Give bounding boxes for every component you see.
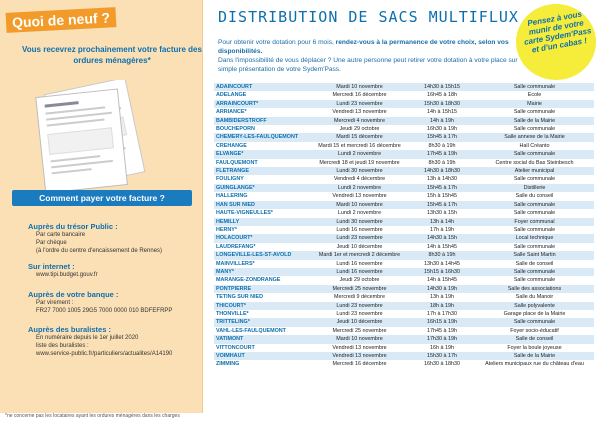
table-row (214, 133, 594, 141)
location-cell: Salle de conseil (475, 335, 594, 343)
commune-cell: GUINGLANGE* (214, 184, 310, 192)
time-cell: 16h à 19h (409, 344, 475, 352)
table-row (214, 310, 594, 318)
table-row (214, 117, 594, 125)
date-cell: Lundi 23 novembre (310, 234, 409, 242)
panel-intro: Vous recevrez prochainement votre facture des ordures ménagères* (22, 45, 202, 65)
location-cell: Salle communale (475, 268, 594, 276)
how-to-pay-banner: Comment payer votre facture ? (12, 190, 192, 206)
commune-cell: PONTPIERRE (214, 285, 310, 293)
location-cell: Salle de conseil (475, 260, 594, 268)
date-cell: Mercredi 18 et jeudi 19 novembre (310, 159, 409, 167)
table-row (214, 251, 594, 259)
table-row (214, 335, 594, 343)
table-row (214, 91, 594, 99)
page-title: DISTRIBUTION DE SACS MULTIFLUX (218, 8, 519, 26)
table-row (214, 125, 594, 133)
date-cell: Mardi 10 novembre (310, 201, 409, 209)
distribution-table (214, 83, 594, 369)
time-cell: 14h30 à 15h15 (409, 83, 475, 91)
table-row (214, 285, 594, 293)
date-cell: Mercredi 4 novembre (310, 117, 409, 125)
table-row (214, 108, 594, 116)
table-row (214, 243, 594, 251)
commune-cell: LAUDREFANG* (214, 243, 310, 251)
time-cell: 15h30 à 17h (409, 352, 475, 360)
location-cell: Local technique (475, 234, 594, 242)
date-cell: Lundi 2 novembre (310, 184, 409, 192)
time-cell: 17h45 à 19h (409, 150, 475, 158)
time-cell: 8h30 à 19h (409, 159, 475, 167)
location-cell: Ateliers municipaux rue du château d'eau (475, 360, 594, 368)
table-row (214, 234, 594, 242)
time-cell: 14h à 19h (409, 117, 475, 125)
section-buralistes: Auprès des buralistes : En numéraire depuis le 1er juillet 2020 liste des buralistes : www.service-public.fr/particuliers/actualites/A14190 (28, 325, 173, 357)
location-cell: Salle de la Mairie (475, 117, 594, 125)
date-cell: Lundi 2 novembre (310, 150, 409, 158)
time-cell: 15h45 à 17h (409, 184, 475, 192)
time-cell: 14h à 15h45 (409, 243, 475, 251)
panel-heading: Quoi de neuf ? (6, 7, 117, 33)
date-cell: Lundi 23 novembre (310, 310, 409, 318)
section-banque: Auprès de votre banque : Par virement : FR27 7000 1005 29G5 7000 0000 010 BDFEFRPP (28, 290, 173, 314)
time-cell: 13h à 19h (409, 293, 475, 301)
location-cell: Salle du Manoir (475, 293, 594, 301)
commune-cell: FLETRANGE (214, 167, 310, 175)
date-cell: Mercredi 25 novembre (310, 327, 409, 335)
table-row (214, 201, 594, 209)
commune-cell: ADAINCOURT (214, 83, 310, 91)
table-row (214, 175, 594, 183)
location-cell: Salle polyvalente (475, 302, 594, 310)
reminder-text: Pensez à vous munir de votre carte Sydem'Pass et d'un cabas ! (523, 9, 593, 55)
date-cell: Mardi 15 décembre (310, 133, 409, 141)
table-row (214, 226, 594, 234)
table-row (214, 83, 594, 91)
table-row (214, 167, 594, 175)
date-cell: Lundi 30 novembre (310, 218, 409, 226)
location-cell: Salle communale (475, 175, 594, 183)
location-cell: Salle communale (475, 318, 594, 326)
commune-cell: HALLERING (214, 192, 310, 200)
table-row (214, 293, 594, 301)
table-row (214, 327, 594, 335)
location-cell: Mairie (475, 100, 594, 108)
table-row (214, 218, 594, 226)
commune-cell: VITTONCOURT (214, 344, 310, 352)
time-cell: 15h à 15h45 (409, 192, 475, 200)
time-cell: 16h45 à 18h (409, 91, 475, 99)
date-cell: Lundi 2 novembre (310, 209, 409, 217)
commune-cell: HAUTE-VIGNEULLES* (214, 209, 310, 217)
date-cell: Lundi 30 novembre (310, 167, 409, 175)
time-cell: 18h à 19h (409, 302, 475, 310)
commune-cell: VOIMHAUT (214, 352, 310, 360)
commune-cell: THICOURT* (214, 302, 310, 310)
commune-cell: MAINVILLERS* (214, 260, 310, 268)
location-cell: Salle du conseil (475, 192, 594, 200)
date-cell: Mardi 10 novembre (310, 335, 409, 343)
location-cell: Salle communale (475, 243, 594, 251)
section-tresor: Auprès du trésor Public : Par carte bancaire Par chèque (à l'ordre du centre d'encaissement de Rennes) (28, 222, 163, 254)
commune-cell: TRITTELING* (214, 318, 310, 326)
time-cell: 14h à 15h45 (409, 276, 475, 284)
date-cell: Jeudi 10 décembre (310, 318, 409, 326)
date-cell: Vendredi 13 novembre (310, 108, 409, 116)
commune-cell: ADELANGE (214, 91, 310, 99)
commune-cell: ARRIANCE* (214, 108, 310, 116)
date-cell: Lundi 16 novembre (310, 268, 409, 276)
date-cell: Vendredi 13 novembre (310, 352, 409, 360)
time-cell: 14h à 15h15 (409, 108, 475, 116)
time-cell: 14h30 à 18h30 (409, 167, 475, 175)
location-cell: Foyer communal (475, 218, 594, 226)
table-row (214, 142, 594, 150)
commune-cell: TETING SUR NIED (214, 293, 310, 301)
commune-cell: HOLACOURT* (214, 234, 310, 242)
date-cell: Jeudi 29 octobre (310, 125, 409, 133)
footnote: *ne concerne pas les locataires ayant les ordures ménagères dans les charges (5, 413, 180, 419)
table-row (214, 100, 594, 108)
location-cell: Salle communale (475, 108, 594, 116)
date-cell: Vendredi 13 novembre (310, 344, 409, 352)
table-row (214, 276, 594, 284)
table-row (214, 268, 594, 276)
time-cell: 8h30 à 19h (409, 251, 475, 259)
commune-cell: FOULIGNY (214, 175, 310, 183)
location-cell: Ecole (475, 91, 594, 99)
location-cell: Garage place de la Mairie (475, 310, 594, 318)
commune-cell: ELVANGE* (214, 150, 310, 158)
time-cell: 17h à 19h (409, 226, 475, 234)
commune-cell: BOUCHEPORN (214, 125, 310, 133)
date-cell: Mardi 15 et mercredi 16 décembre (310, 142, 409, 150)
time-cell: 15h45 à 17h (409, 201, 475, 209)
date-cell: Jeudi 10 décembre (310, 243, 409, 251)
table-row (214, 302, 594, 310)
table-row (214, 318, 594, 326)
intro-text: Pour obtenir votre dotation pour 6 mois, rendez-vous à la permanence de votre choix, selon vos disponibilités. Dans l'impossibilité de vous déplacer ? Une autre personne peut retirer votre dotation à votre place sur simple présentation de votre Sydem'Pass. (218, 39, 518, 73)
table-row (214, 159, 594, 167)
time-cell: 13h30 à 14h45 (409, 260, 475, 268)
location-cell: Hall Créanto (475, 142, 594, 150)
date-cell: Lundi 23 novembre (310, 100, 409, 108)
table-row (214, 209, 594, 217)
commune-cell: HEMILLY (214, 218, 310, 226)
date-cell: Vendredi 13 novembre (310, 192, 409, 200)
location-cell: Centre social du Bas Steinbesch (475, 159, 594, 167)
location-cell: Salle Saint Martin (475, 251, 594, 259)
time-cell: 16h30 à 18h30 (409, 360, 475, 368)
location-cell: Atelier municipal (475, 167, 594, 175)
location-cell: Salle communale (475, 125, 594, 133)
date-cell: Mercredi 16 décembre (310, 91, 409, 99)
location-cell: Foyer la boule joyeuse (475, 344, 594, 352)
time-cell: 15h30 à 18h30 (409, 100, 475, 108)
commune-cell: BAMBIDERSTROFF (214, 117, 310, 125)
table-row (214, 184, 594, 192)
time-cell: 14h30 à 15h (409, 234, 475, 242)
time-cell: 16h15 à 19h (409, 318, 475, 326)
date-cell: Mardi 10 novembre (310, 83, 409, 91)
commune-cell: HERNY* (214, 226, 310, 234)
time-cell: 17h à 17h30 (409, 310, 475, 318)
commune-cell: CREHANGE (214, 142, 310, 150)
time-cell: 16h30 à 19h (409, 125, 475, 133)
info-panel (0, 0, 203, 413)
location-cell: Salle communale (475, 83, 594, 91)
date-cell: Jeudi 29 octobre (310, 276, 409, 284)
commune-cell: FAULQUEMONT (214, 159, 310, 167)
location-cell: Distillerie (475, 184, 594, 192)
date-cell: Mercredi 16 décembre (310, 360, 409, 368)
commune-cell: CHEMERY-LES-FAULQUEMONT (214, 133, 310, 141)
commune-cell: VATIMONT (214, 335, 310, 343)
location-cell: Salle communale (475, 276, 594, 284)
table-row (214, 192, 594, 200)
commune-cell: MANY* (214, 268, 310, 276)
time-cell: 14h30 à 19h (409, 285, 475, 293)
commune-cell: THONVILLE* (214, 310, 310, 318)
location-cell: Salle communale (475, 150, 594, 158)
location-cell: Salle communale (475, 226, 594, 234)
time-cell: 8h30 à 19h (409, 142, 475, 150)
location-cell: Salle communale (475, 201, 594, 209)
time-cell: 15h45 à 17h (409, 133, 475, 141)
time-cell: 17h45 à 19h (409, 327, 475, 335)
date-cell: Mercredi 25 novembre (310, 285, 409, 293)
commune-cell: VAHL-LES-FAULQUEMONT (214, 327, 310, 335)
location-cell: Salle communale (475, 209, 594, 217)
time-cell: 13h30 à 15h (409, 209, 475, 217)
table-row (214, 360, 594, 368)
commune-cell: HAN SUR NIED (214, 201, 310, 209)
invoice-image (26, 80, 156, 190)
date-cell: Lundi 16 novembre (310, 226, 409, 234)
time-cell: 13h à 14h30 (409, 175, 475, 183)
location-cell: Salle annexe de la Mairie (475, 133, 594, 141)
commune-cell: ARRAINCOURT* (214, 100, 310, 108)
commune-cell: ZIMMING (214, 360, 310, 368)
date-cell: Mercredi 9 décembre (310, 293, 409, 301)
table-row (214, 260, 594, 268)
location-cell: Salle des associations (475, 285, 594, 293)
commune-cell: LONGEVILLE-LES-ST-AVOLD (214, 251, 310, 259)
table-row (214, 150, 594, 158)
table-row (214, 352, 594, 360)
date-cell: Lundi 16 novembre (310, 260, 409, 268)
date-cell: Vendredi 4 décembre (310, 175, 409, 183)
commune-cell: MARANGE-ZONDRANGE (214, 276, 310, 284)
time-cell: 13h à 14h (409, 218, 475, 226)
date-cell: Lundi 23 novembre (310, 302, 409, 310)
date-cell: Mardi 1er et mercredi 2 décembre (310, 251, 409, 259)
location-cell: Salle de la Mairie (475, 352, 594, 360)
time-cell: 15h15 à 16h30 (409, 268, 475, 276)
location-cell: Foyer socio-éducatif (475, 327, 594, 335)
section-internet: Sur internet : www.tipi.budget.gouv.fr (28, 262, 98, 278)
time-cell: 17h30 à 19h (409, 335, 475, 343)
table-row (214, 344, 594, 352)
